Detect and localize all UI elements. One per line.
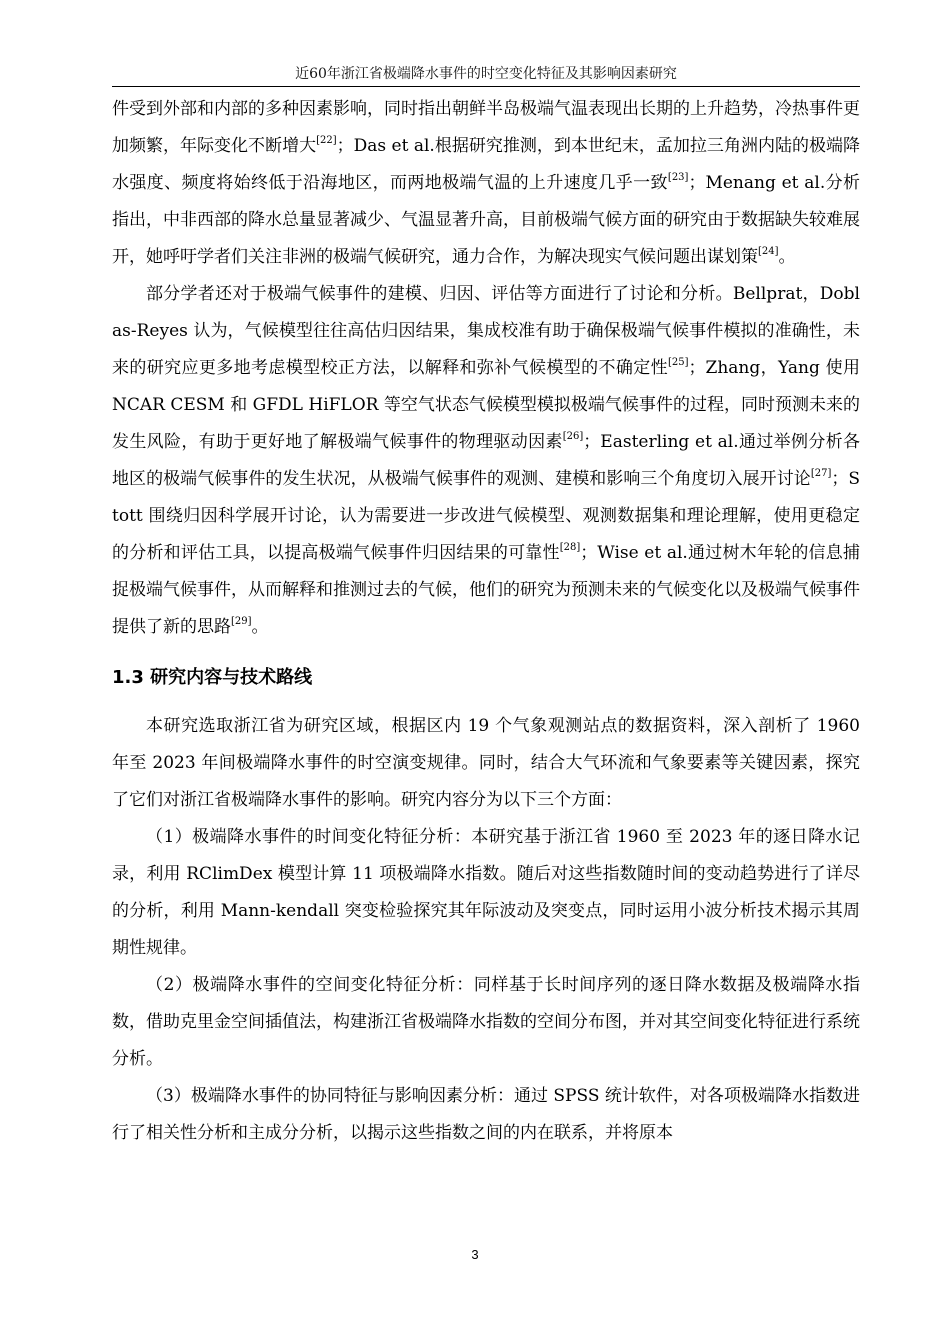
running-header: 近60年浙江省极端降水事件的时空变化特征及其影响因素研究 (295, 66, 677, 82)
text-run: 部分学者还对于极端气候事件的建模、归因、评估等方面进行了讨论和分析。Bellprat，Doblas-Reyes 认为，气候模型往往高估归因结果，集成校准有助于确保极端气候事件模拟的准确性，未来的研究应更多地考虑模型校正方法，以解释和弥补气候模型的不确定性 (112, 284, 860, 378)
body-paragraph-2 (112, 276, 860, 646)
page-number: 3 (471, 1247, 479, 1262)
text-run: ；Zhang，Yang 使用 NCAR CESM 和 GFDL HiFLOR 等空气状态气候模型模拟极端气候事件的过程，同时预测未来的发生风险，有助于更好地了解极端气候事件的物理驱动因素 (112, 358, 861, 452)
page-body (112, 91, 860, 1152)
body-paragraph-1 (112, 91, 860, 276)
citation-ref: [25] (667, 357, 689, 369)
research-item-3: （3）极端降水事件的协同特征与影响因素分析：通过 SPSS 统计软件，对各项极端降水指数进行了相关性分析和主成分分析，以揭示这些指数之间的内在联系，并将原本 (112, 1086, 860, 1143)
text-run: 。 (251, 617, 269, 637)
section-intro-paragraph: 本研究选取浙江省为研究区域，根据区内 19 个气象观测站点的数据资料，深入剖析了 1960 年至 2023 年间极端降水事件的时空演变规律。同时，结合大气环流和气象要素等关键因素，探究了它们对浙江省极端降水事件的影响。研究内容分为以下三个方面： (112, 716, 860, 810)
header-divider (112, 86, 860, 87)
text-run: ；Stott 围绕归因科学展开讨论，认为需要进一步改进气候模型、观测数据集和理论理解，使用更稳定的分析和评估工具，以提高极端气候事件归因结果的可靠性 (112, 469, 860, 563)
text-run: ；Das et al.根据研究推测，到本世纪末，孟加拉三角洲内陆的极端降水强度、频度将始终低于沿海地区，而两地极端气温的上升速度几乎一致 (112, 136, 860, 193)
research-item-1: （1）极端降水事件的时间变化特征分析：本研究基于浙江省 1960 至 2023 年的逐日降水记录，利用 RClimDex 模型计算 11 项极端降水指数。随后对这些指数随时间的变动趋势进行了详尽的分析，利用 Mann-kendall 突变检验探究其年际波动及突变点，同时运用小波分析技术揭示其周期性规律。 (112, 827, 860, 958)
section-heading: 1.3 研究内容与技术路线 (112, 667, 313, 688)
citation-ref: [29] (231, 616, 252, 628)
citation-ref: [28] (559, 542, 581, 554)
citation-ref: [26] (562, 431, 584, 443)
text-run: ；Wise et al.通过树木年轮的信息捕捉极端气候事件，从而解释和推测过去的气候，他们的研究为预测未来的气候变化以及极端气候事件提供了新的思路 (112, 543, 861, 637)
text-run: ；Menang et al.分析指出，中非西部的降水总量显著减少、气温显著升高，目前极端气候方面的研究由于数据缺失较难展开，她呼吁学者们关注非洲的极端气候研究，通力合作，为解决现实气候问题出谋划策 (112, 173, 861, 267)
text-run: 件受到外部和内部的多种因素影响，同时指出朝鲜半岛极端气温表现出长期的上升趋势，冷热事件更加频繁，年际变化不断增大 (112, 99, 860, 156)
research-item-2: （2）极端降水事件的空间变化特征分析：同样基于长时间序列的逐日降水数据及极端降水指数，借助克里金空间插值法，构建浙江省极端降水指数的空间分布图，并对其空间变化特征进行系统分析。 (112, 975, 860, 1069)
citation-ref: [22] (316, 135, 337, 147)
text-run: ；Easterling et al.通过举例分析各地区的极端气候事件的发生状况，从极端气候事件的观测、建模和影响三个角度切入展开讨论 (112, 432, 860, 489)
citation-ref: [24] (758, 246, 779, 258)
citation-ref: [27] (810, 468, 832, 480)
text-run: 。 (778, 247, 796, 267)
citation-ref: [23] (667, 172, 689, 184)
